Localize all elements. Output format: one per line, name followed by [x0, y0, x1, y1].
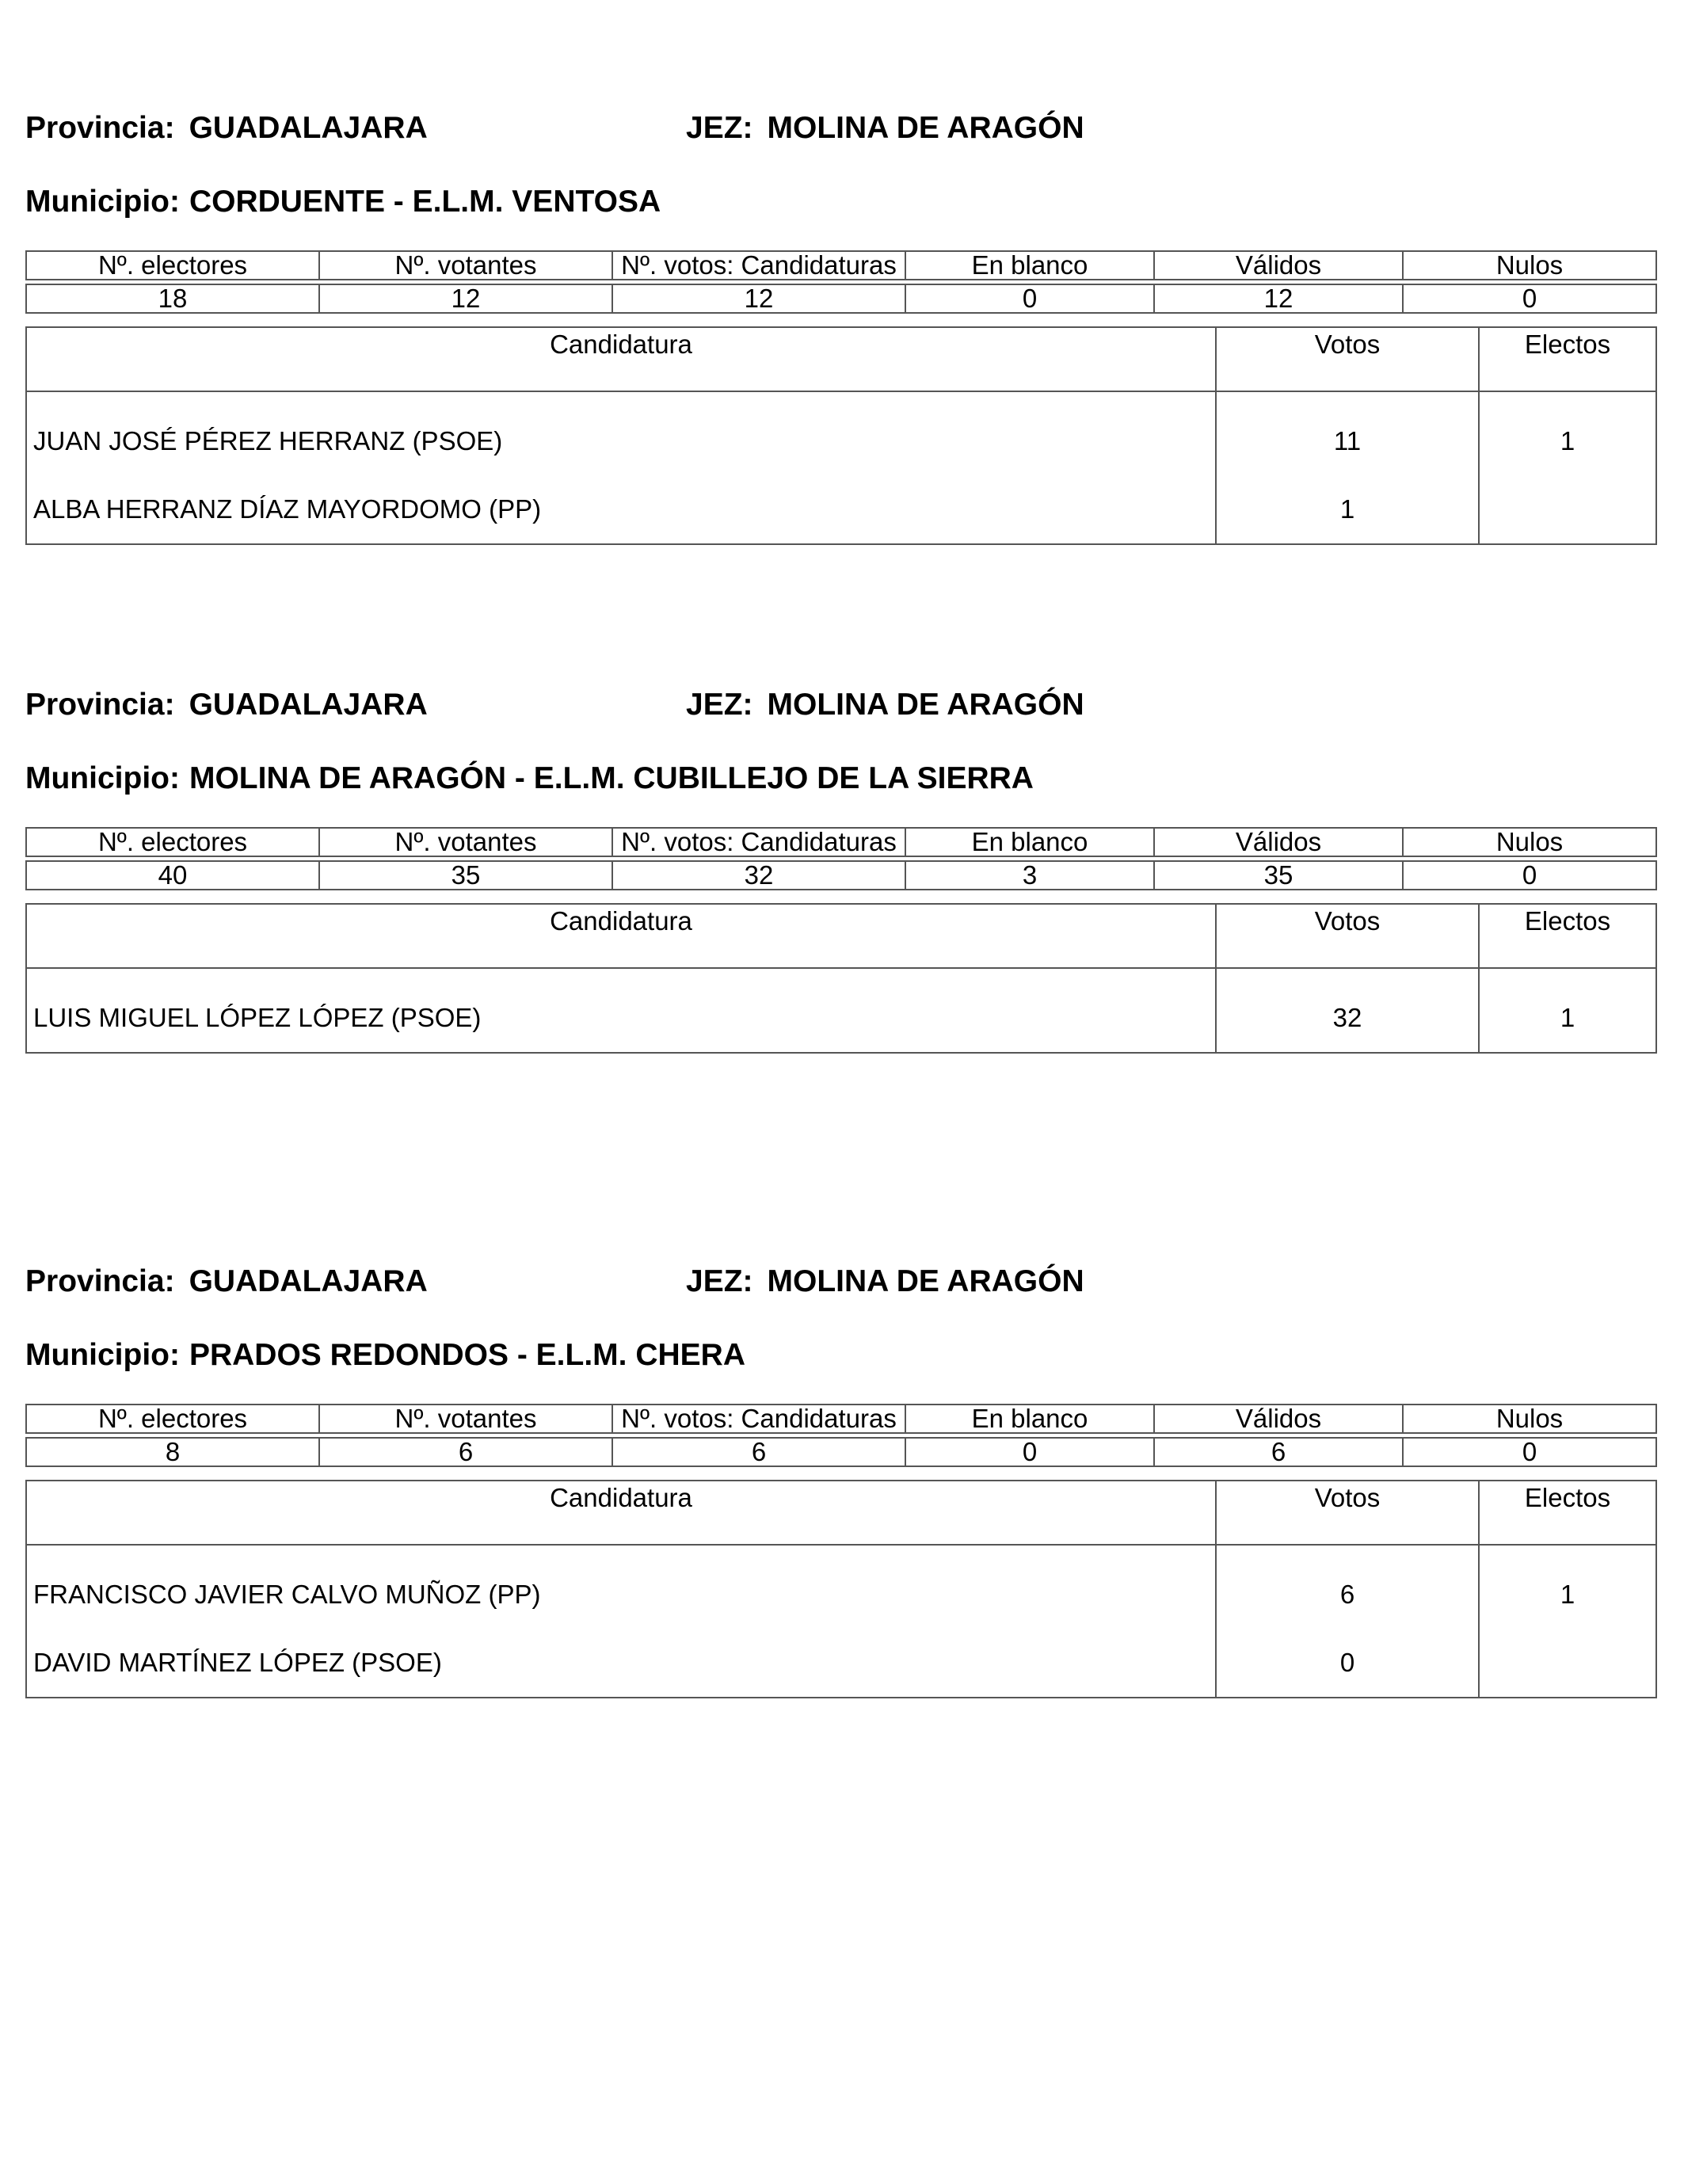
candidates-header-cell: Candidatura: [26, 904, 1216, 968]
summary-table: [25, 250, 1657, 314]
candidates-header-cell: Candidatura: [26, 327, 1216, 391]
summary-table: [25, 1404, 1657, 1467]
summary-header-cell: Nº. electores: [26, 251, 319, 280]
summary-value-cell: 0: [1403, 861, 1656, 890]
candidates-header-cell: Votos: [1216, 904, 1479, 968]
municipio-header: [25, 185, 661, 232]
candidate-elected: 1: [1479, 968, 1656, 1053]
candidate-name: JUAN JOSÉ PÉREZ HERRANZ (PSOE): [26, 391, 1216, 475]
summary-header-cell: En blanco: [905, 1405, 1154, 1433]
candidates-table: [25, 903, 1657, 1054]
candidates-header-cell: Votos: [1216, 1481, 1479, 1545]
municipio-value: CORDUENTE - E.L.M. VENTOSA: [189, 185, 661, 219]
candidate-elected: [1479, 1629, 1656, 1698]
candidate-votes: 0: [1216, 1629, 1479, 1698]
jez-header: [686, 688, 1084, 735]
results-section: [25, 1264, 1655, 1740]
candidate-votes: 32: [1216, 968, 1479, 1053]
summary-value-cell: 12: [612, 284, 905, 313]
summary-header-row: [26, 1405, 1656, 1433]
candidate-elected: 1: [1479, 1545, 1656, 1629]
summary-header-cell: Válidos: [1154, 1405, 1403, 1433]
summary-value-cell: 6: [1154, 1438, 1403, 1466]
summary-header-cell: Nº. electores: [26, 828, 319, 856]
summary-header-row: [26, 251, 1656, 280]
provincia-value: GUADALAJARA: [189, 111, 428, 145]
municipio-label: Municipio:: [25, 1338, 180, 1372]
summary-value-cell: 12: [1154, 284, 1403, 313]
summary-value-cell: 0: [905, 1438, 1154, 1466]
jez-value: MOLINA DE ARAGÓN: [767, 111, 1084, 145]
summary-value-cell: 35: [1154, 861, 1403, 890]
summary-header-cell: Nº. votos: Candidaturas: [612, 251, 905, 280]
provincia-header: [25, 111, 428, 158]
municipio-value: PRADOS REDONDOS - E.L.M. CHERA: [189, 1338, 746, 1372]
candidates-table: [25, 326, 1657, 545]
candidate-elected: 1: [1479, 391, 1656, 475]
summary-value-cell: 12: [319, 284, 612, 313]
provincia-value: GUADALAJARA: [189, 1264, 428, 1298]
provincia-label: Provincia:: [25, 688, 175, 722]
summary-header-cell: Nulos: [1403, 828, 1656, 856]
summary-value-cell: 6: [319, 1438, 612, 1466]
candidates-header-row: [26, 904, 1656, 968]
summary-value-cell: 0: [905, 284, 1154, 313]
provincia-label: Provincia:: [25, 111, 175, 145]
summary-header-cell: Nº. votos: Candidaturas: [612, 1405, 905, 1433]
summary-header-cell: En blanco: [905, 251, 1154, 280]
candidate-votes: 6: [1216, 1545, 1479, 1629]
summary-value-cell: 0: [1403, 284, 1656, 313]
summary-value-cell: 18: [26, 284, 319, 313]
jez-value: MOLINA DE ARAGÓN: [767, 1264, 1084, 1298]
summary-header-cell: Válidos: [1154, 828, 1403, 856]
candidates-header-row: [26, 1481, 1656, 1545]
summary-header-cell: Válidos: [1154, 251, 1403, 280]
candidate-name: ALBA HERRANZ DÍAZ MAYORDOMO (PP): [26, 475, 1216, 544]
results-section: [25, 688, 1655, 1163]
summary-table: [25, 827, 1657, 890]
summary-header-cell: Nº. votos: Candidaturas: [612, 828, 905, 856]
results-section: [25, 111, 1655, 586]
candidates-header-cell: Electos: [1479, 327, 1656, 391]
jez-header: [686, 111, 1084, 158]
jez-label: JEZ:: [686, 1264, 753, 1298]
candidates-header-cell: Electos: [1479, 904, 1656, 968]
candidates-table: [25, 1480, 1657, 1698]
municipio-label: Municipio:: [25, 185, 180, 219]
jez-label: JEZ:: [686, 111, 753, 145]
candidate-row: [26, 391, 1656, 475]
summary-value-cell: 6: [612, 1438, 905, 1466]
municipio-value: MOLINA DE ARAGÓN - E.L.M. CUBILLEJO DE LA SIERRA: [189, 761, 1034, 795]
candidates-header-row: [26, 327, 1656, 391]
summary-header-cell: Nº. votantes: [319, 251, 612, 280]
provincia-header: [25, 688, 428, 735]
jez-header: [686, 1264, 1084, 1312]
candidate-row: [26, 968, 1656, 1053]
candidate-name: FRANCISCO JAVIER CALVO MUÑOZ (PP): [26, 1545, 1216, 1629]
candidates-header-cell: Candidatura: [26, 1481, 1216, 1545]
candidates-header-cell: Votos: [1216, 327, 1479, 391]
municipio-label: Municipio:: [25, 761, 180, 795]
provincia-value: GUADALAJARA: [189, 688, 428, 722]
candidate-elected: [1479, 475, 1656, 544]
summary-header-cell: Nº. votantes: [319, 1405, 612, 1433]
summary-value-cell: 8: [26, 1438, 319, 1466]
municipio-header: [25, 1338, 745, 1385]
jez-label: JEZ:: [686, 688, 753, 722]
candidate-row: [26, 475, 1656, 544]
candidate-votes: 1: [1216, 475, 1479, 544]
candidate-votes: 11: [1216, 391, 1479, 475]
summary-value-cell: 3: [905, 861, 1154, 890]
jez-value: MOLINA DE ARAGÓN: [767, 688, 1084, 722]
summary-header-cell: Nulos: [1403, 251, 1656, 280]
summary-value-cell: 40: [26, 861, 319, 890]
summary-value-cell: 32: [612, 861, 905, 890]
candidate-name: LUIS MIGUEL LÓPEZ LÓPEZ (PSOE): [26, 968, 1216, 1053]
summary-header-cell: En blanco: [905, 828, 1154, 856]
candidates-header-cell: Electos: [1479, 1481, 1656, 1545]
provincia-label: Provincia:: [25, 1264, 175, 1298]
candidate-row: [26, 1629, 1656, 1698]
summary-header-cell: Nulos: [1403, 1405, 1656, 1433]
summary-value-cell: 0: [1403, 1438, 1656, 1466]
summary-value-row: [26, 861, 1656, 890]
municipio-header: [25, 761, 1034, 809]
summary-value-row: [26, 284, 1656, 313]
summary-header-cell: Nº. electores: [26, 1405, 319, 1433]
candidate-row: [26, 1545, 1656, 1629]
candidate-name: DAVID MARTÍNEZ LÓPEZ (PSOE): [26, 1629, 1216, 1698]
summary-header-cell: Nº. votantes: [319, 828, 612, 856]
summary-value-row: [26, 1438, 1656, 1466]
summary-value-cell: 35: [319, 861, 612, 890]
provincia-header: [25, 1264, 428, 1312]
summary-header-row: [26, 828, 1656, 856]
